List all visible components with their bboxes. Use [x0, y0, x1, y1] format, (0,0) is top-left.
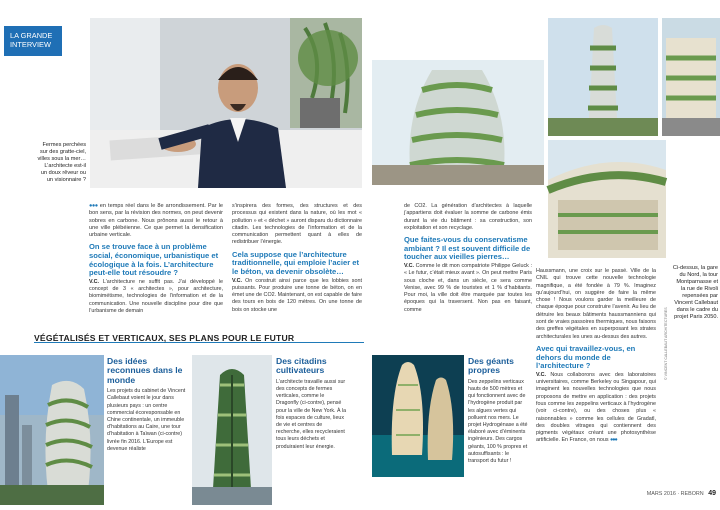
speaker-initials: V.C.	[89, 278, 99, 285]
tower-taiwan-image	[0, 355, 104, 505]
folio	[620, 490, 716, 497]
bullet-dots-icon: ●●●	[89, 203, 98, 209]
portrait-illustration	[90, 18, 362, 188]
caption-line: repensées par	[682, 293, 718, 299]
caption-line: Montparnasse et	[676, 279, 718, 285]
paragraph	[89, 203, 223, 239]
answer-paragraph	[536, 372, 656, 445]
photo-caption	[26, 142, 86, 184]
card-title: Des idées reconnues dans le monde	[107, 356, 183, 385]
caption-line: Fermes perchées	[42, 142, 86, 148]
answer-text: Comme le dit mon compatriote Philippe Geluck : « Le futur, c’était mieux avant ». On peut mettre Paris sous cloche et, dans un siècle, ce sera comme Venise, avec 99 % de touristes et 1 % d’habitants. Pour moi, la ville doit être marquée par toutes les époques qui la traversent. Non pas en faisant, comme	[404, 262, 532, 313]
tower-illustration	[372, 60, 544, 185]
rubric-line-1: LA GRANDE	[10, 31, 53, 40]
answer-text: On construit ainsi parce que les lobbies sont puissants. Pour produire une tonne de béton, on en émet une de CO2. Maintenant, on est capable de faire des tours en bois de 120 mètres. On une tonne de bois on stocke une	[232, 277, 362, 313]
answer-paragraph	[89, 279, 223, 315]
card-text: Des zeppelins verticaux hauts de 500 mètres et qui fonctionnent avec de l’hydrogène produit par les algues vertes qui polluent nos mers. Le projet Hydrogénase a été élaboré avec d’éminents ingénieurs. Des cargos géants, 100 % propres et autosuffisants : le transport du futur !	[468, 378, 528, 465]
paris-street-image	[662, 18, 720, 136]
montparnasse-tower-image	[548, 18, 658, 136]
rivoli-garden-image	[548, 140, 666, 258]
caption-line: un visionnaire ?	[46, 177, 86, 183]
street-illustration	[662, 18, 720, 136]
paragraph: de CO2. La génération d’architectes à laquelle j’appartiens doit évaluer la somme de carbone émis durant la vie du bâtiment : sa construction, son exploitation et son recyclage.	[404, 203, 532, 231]
speaker-initials: V.C.	[232, 277, 242, 284]
answer-paragraph	[232, 278, 362, 314]
portrait-photo	[90, 18, 362, 188]
answer-text: Nous collaborons avec des laboratoires universitaires, comme Berkeley ou Singapour, qui imaginent les nouvelles technologies que nous proposons de mettre en application : des projets fous comme les zeppelins verticaux à l’hydrogène (voir ci-contre), ou des choses plus « raisonnables » comme les cellules de Gradatl, des doubles vitrages qui contiennent des pigments végétaux créant une photosynthèse artificielle. En France, on nous	[536, 371, 657, 444]
paragraph: Haussmann, une croix sur le passé. Ville de la CNIL qui trouve cette nouvelle technologie magnifique, a été fondée à 79 %. Imaginez qu’aujourd’hui, on suggère de faire la même chose ! Nous voulons garder la meilleure de chaque époque pour construire l’avenir. Au lieu de détruire les beaux bâtiments haussmanniens qui sont de vraies passoires thermiques, nous faisons des greffes végétales en superposant les strates architecturales les unes au-dessus des autres.	[536, 268, 656, 340]
question-heading: Que faites-vous du conservatisme ambiant ? Il est souvent difficile de toucher aux vieilles pierres…	[404, 235, 531, 262]
garden-illustration	[548, 140, 666, 258]
caption-line: sur des gratte-ciel,	[39, 149, 86, 155]
end-dots-icon: ●●●	[610, 437, 617, 444]
text-column-4	[536, 268, 656, 468]
caption-line: Vincent Callebaut	[674, 300, 718, 306]
paragraph: s’inspirera des formes, des structures et des processus qui existent dans la nature, où les mot « pollution » et « déchet » auront disparu du dictionnaire citadin. Les technologies de l’information et de la communication permettent quant à elles de redistribuer l’énergie.	[232, 203, 362, 246]
right-caption	[660, 265, 718, 321]
speaker-initials: V.C.	[404, 262, 414, 269]
question-heading: On se trouve face à un problème social, économique, urbanistique et écologique à la fois. L’architecture peut-elle tout résoudre ?	[89, 242, 219, 278]
card-farmers	[276, 357, 348, 503]
caption-line: villes sous la mer…	[37, 156, 86, 162]
answer-text: L’architecture ne suffit pas. J’ai développé le concept de 3 « architectes », pour architecture, biomimétisme, technologies de l’information et de la communication. Une nouvelle discipline pour dire que l’urbanisme de demain	[89, 278, 223, 315]
zeppelin-image	[372, 355, 464, 477]
card-text: L’architecte travaille aussi sur des concepts de fermes verticales, comme le Dragonfly (ci-contre), pensé pour la ville de New York. À la fois espaces de culture, lieux de vie et centres de recherche, elles recycleraient tous leurs déchets et produiraient leur énergie.	[276, 378, 347, 450]
banner-title: VÉGÉTALISÉS ET VERTICAUX, SES PLANS POUR LE FUTUR	[34, 333, 295, 343]
caption-line: L’architecte est-il	[44, 163, 86, 169]
tower-illustration	[548, 18, 658, 136]
card-giants	[468, 356, 530, 465]
answer-paragraph	[404, 263, 532, 314]
paris-green-tower-image	[372, 60, 544, 185]
text-column-3	[404, 203, 532, 351]
lead-text: en temps réel dans le 8e arrondissement. Par le bon sens, par la révision des normes, on peut devenir sobres en carbone. Nous prônons aussi le retour à une ville plébéienne. Ce que permet la densification urbaine verticale.	[89, 203, 223, 239]
caption-line: dans le cadre du	[676, 307, 718, 313]
caption-line: du Nord, la tour	[679, 272, 718, 278]
card-title: Des géants propres	[468, 356, 514, 376]
speaker-initials: V.C.	[536, 371, 546, 378]
card-photo	[0, 355, 104, 505]
card-photo	[372, 355, 464, 477]
caption-line: projet Paris 2050.	[674, 314, 718, 320]
page-number: 49	[708, 490, 716, 497]
caption-line: Ci-dessus, la gare	[672, 265, 718, 271]
caption-line: la rue de Rivoli	[681, 286, 718, 292]
folio-date: MARS 2016 · REBORN	[646, 491, 704, 497]
rubric-label	[4, 26, 62, 56]
text-column-1	[89, 203, 223, 335]
credit-text: © VINCENT CALLEBAUT ARCHITECTURES	[664, 307, 668, 380]
question-heading: Avec qui travaillez-vous, en dehors du monde de l’architecture ?	[536, 343, 636, 371]
card-photo	[192, 355, 272, 505]
card-ideas	[107, 357, 189, 503]
card-text: Les projets du cabinet de Vincent Callebaut voient le jour dans plusieurs pays : un centre commercial écoresponsable en Chine continentale, un immeuble d’habitations au Caire, une tour d’habitation à Taïwan (ci-contre) livrée fin 2016. L’Europe est devenue réaliste	[107, 388, 186, 452]
dragonfly-farm-image	[192, 355, 272, 505]
card-title: Des citadins cultivateurs	[276, 356, 327, 376]
section-banner	[34, 328, 364, 343]
rubric-line-2: INTERVIEW	[10, 40, 51, 49]
question-heading: Cela suppose que l’architecture traditionnelle, qui emploie l’acier et le béton, va devenir obsolète…	[232, 249, 360, 276]
text-column-2	[232, 203, 362, 335]
caption-line: un doux rêveur ou	[40, 170, 86, 176]
